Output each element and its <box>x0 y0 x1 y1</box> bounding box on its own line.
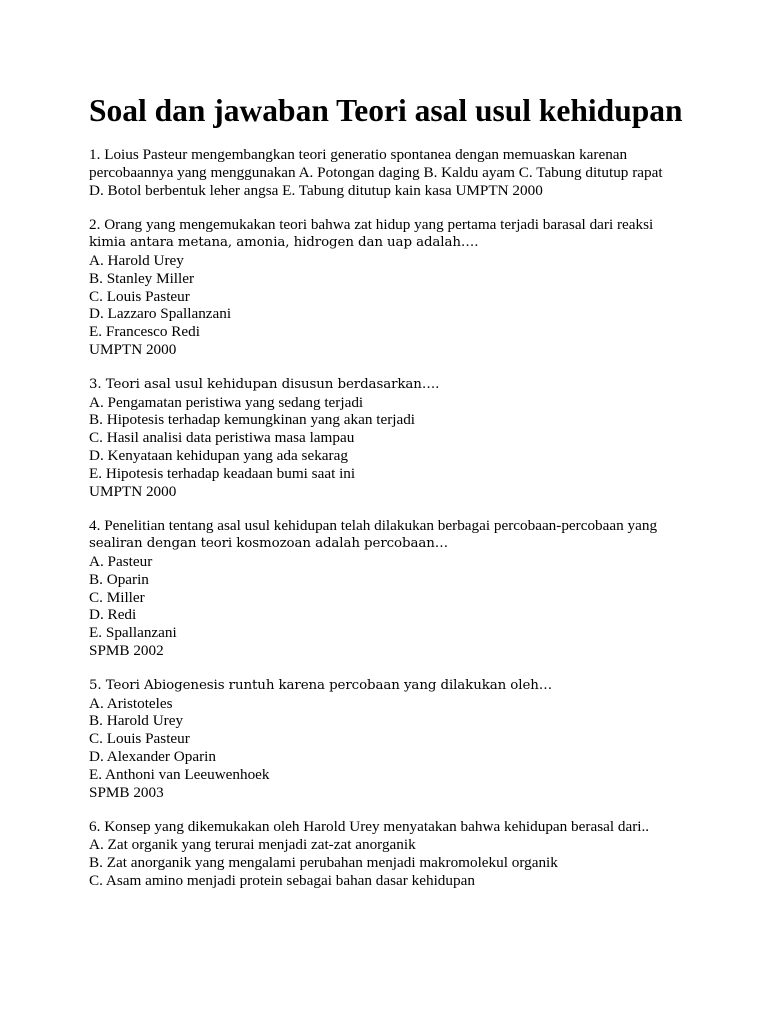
document-title: Soal dan jawaban Teori asal usul kehidupan <box>89 93 683 128</box>
question-2 <box>89 216 689 358</box>
question-3 <box>89 376 689 501</box>
answer-option: C. Hasil analisi data peristiwa masa lampau <box>89 429 355 447</box>
answer-option: E. Anthoni van Leeuwenhoek <box>89 765 270 783</box>
answer-option: C. Louis Pasteur <box>89 730 190 748</box>
answer-option: D. Alexander Oparin <box>89 747 216 765</box>
answer-option: E. Francesco Redi <box>89 323 200 341</box>
question-text: 3. Teori asal usul kehidupan disusun berdasarkan…. <box>89 376 440 392</box>
answer-option: A. Pasteur <box>89 552 153 570</box>
answer-option: A. Pengamatan peristiwa yang sedang terjadi <box>89 393 364 411</box>
exam-source: SPMB 2002 <box>89 641 164 659</box>
answer-option: C. Louis Pasteur <box>89 287 190 305</box>
answer-option: A. Zat organik yang terurai menjadi zat-zat anorganik <box>89 836 416 854</box>
answer-option: B. Harold Urey <box>89 712 184 730</box>
question-text: D. Botol berbentuk leher angsa E. Tabung ditutup kain kasa UMPTN 2000 <box>89 181 543 199</box>
answer-option: B. Oparin <box>89 570 149 588</box>
exam-source: SPMB 2003 <box>89 783 164 801</box>
answer-option: D. Kenyataan kehidupan yang ada sekarag <box>89 446 348 464</box>
question-1 <box>89 146 689 199</box>
answer-option: B. Zat anorganik yang mengalami perubahan menjadi makromolekul organik <box>89 853 558 871</box>
document-page <box>89 88 689 906</box>
answer-option: B. Hipotesis terhadap kemungkinan yang akan terjadi <box>89 411 416 429</box>
question-text: 1. Loius Pasteur mengembangkan teori generatio spontanea dengan memuaskan karenan <box>89 146 628 163</box>
answer-option: D. Redi <box>89 606 137 624</box>
question-5 <box>89 677 689 802</box>
answer-option: D. Lazzaro Spallanzani <box>89 305 232 323</box>
question-text: 5. Teori Abiogenesis runtuh karena percobaan yang dilakukan oleh… <box>89 677 553 693</box>
answer-option: C. Miller <box>89 588 145 606</box>
question-text: kimia antara metana, amonia, hidrogen dan uap adalah…. <box>89 235 479 251</box>
question-text: sealiran dengan teori kosmozoan adalah percobaan… <box>89 536 449 552</box>
question-4 <box>89 517 689 659</box>
answer-option: A. Harold Urey <box>89 251 184 269</box>
question-text: 4. Penelitian tentang asal usul kehidupan telah dilakukan berbagai percobaan-percobaan yang <box>89 517 658 535</box>
answer-option: C. Asam amino menjadi protein sebagai bahan dasar kehidupan <box>89 871 475 889</box>
question-6 <box>89 818 689 889</box>
question-text: 6. Konsep yang dikemukakan oleh Harold Urey menyatakan bahwa kehidupan berasal dari.. <box>89 818 650 836</box>
exam-source: UMPTN 2000 <box>89 482 177 500</box>
question-text: percobaannya yang menggunakan A. Potongan daging B. Kaldu ayam C. Tabung ditutup rapat <box>89 163 663 181</box>
answer-option: B. Stanley Miller <box>89 269 195 287</box>
answer-option: E. Hipotesis terhadap keadaan bumi saat ini <box>89 464 356 482</box>
question-text: 2. Orang yang mengemukakan teori bahwa zat hidup yang pertama terjadi barasal dari reaksi <box>89 216 654 234</box>
answer-option: E. Spallanzani <box>89 624 177 642</box>
answer-option: A. Aristoteles <box>89 694 173 712</box>
exam-source: UMPTN 2000 <box>89 340 177 358</box>
